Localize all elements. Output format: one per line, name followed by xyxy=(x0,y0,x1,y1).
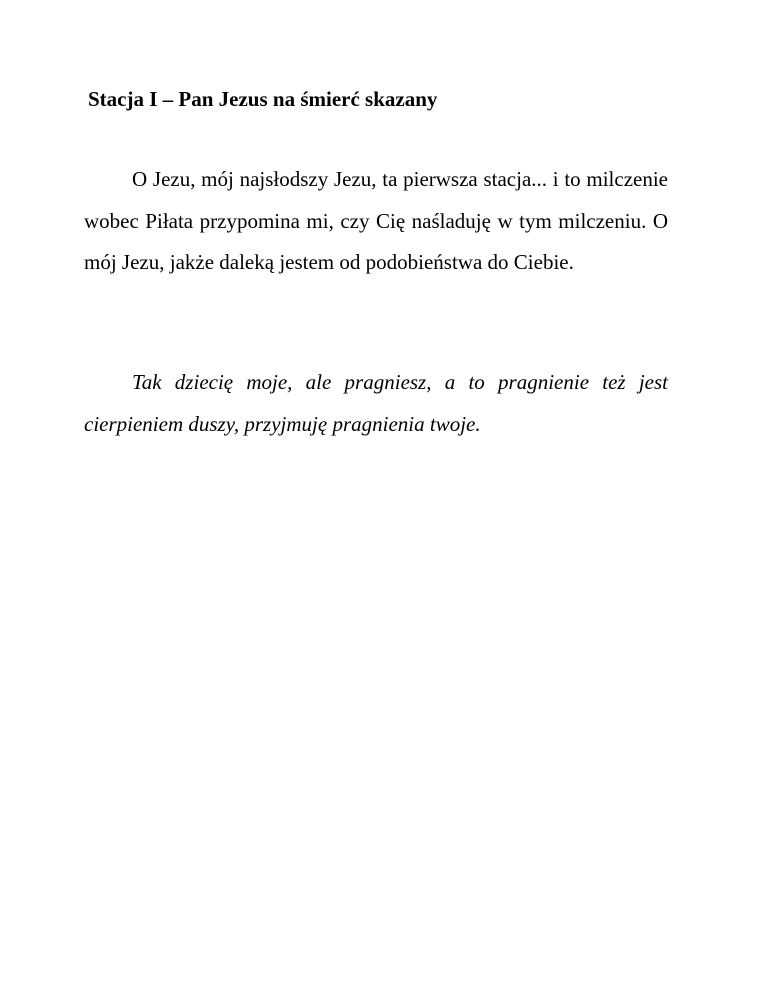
response-paragraph: Tak dziecię moje, ale pragniesz, a to pragnienie też jest cierpieniem duszy, przyjmuję pragnienia twoje. xyxy=(84,370,668,436)
station-heading: Stacja I – Pan Jezus na śmierć skazany xyxy=(88,87,438,111)
prayer-paragraph: O Jezu, mój najsłodszy Jezu, ta pierwsza stacja... i to milczenie wobec Piłata przypomina mi, czy Cię naśladuję w tym milczeniu. O mój Jezu, jakże daleką jestem od podobieństwa do Ciebie. xyxy=(84,167,668,274)
